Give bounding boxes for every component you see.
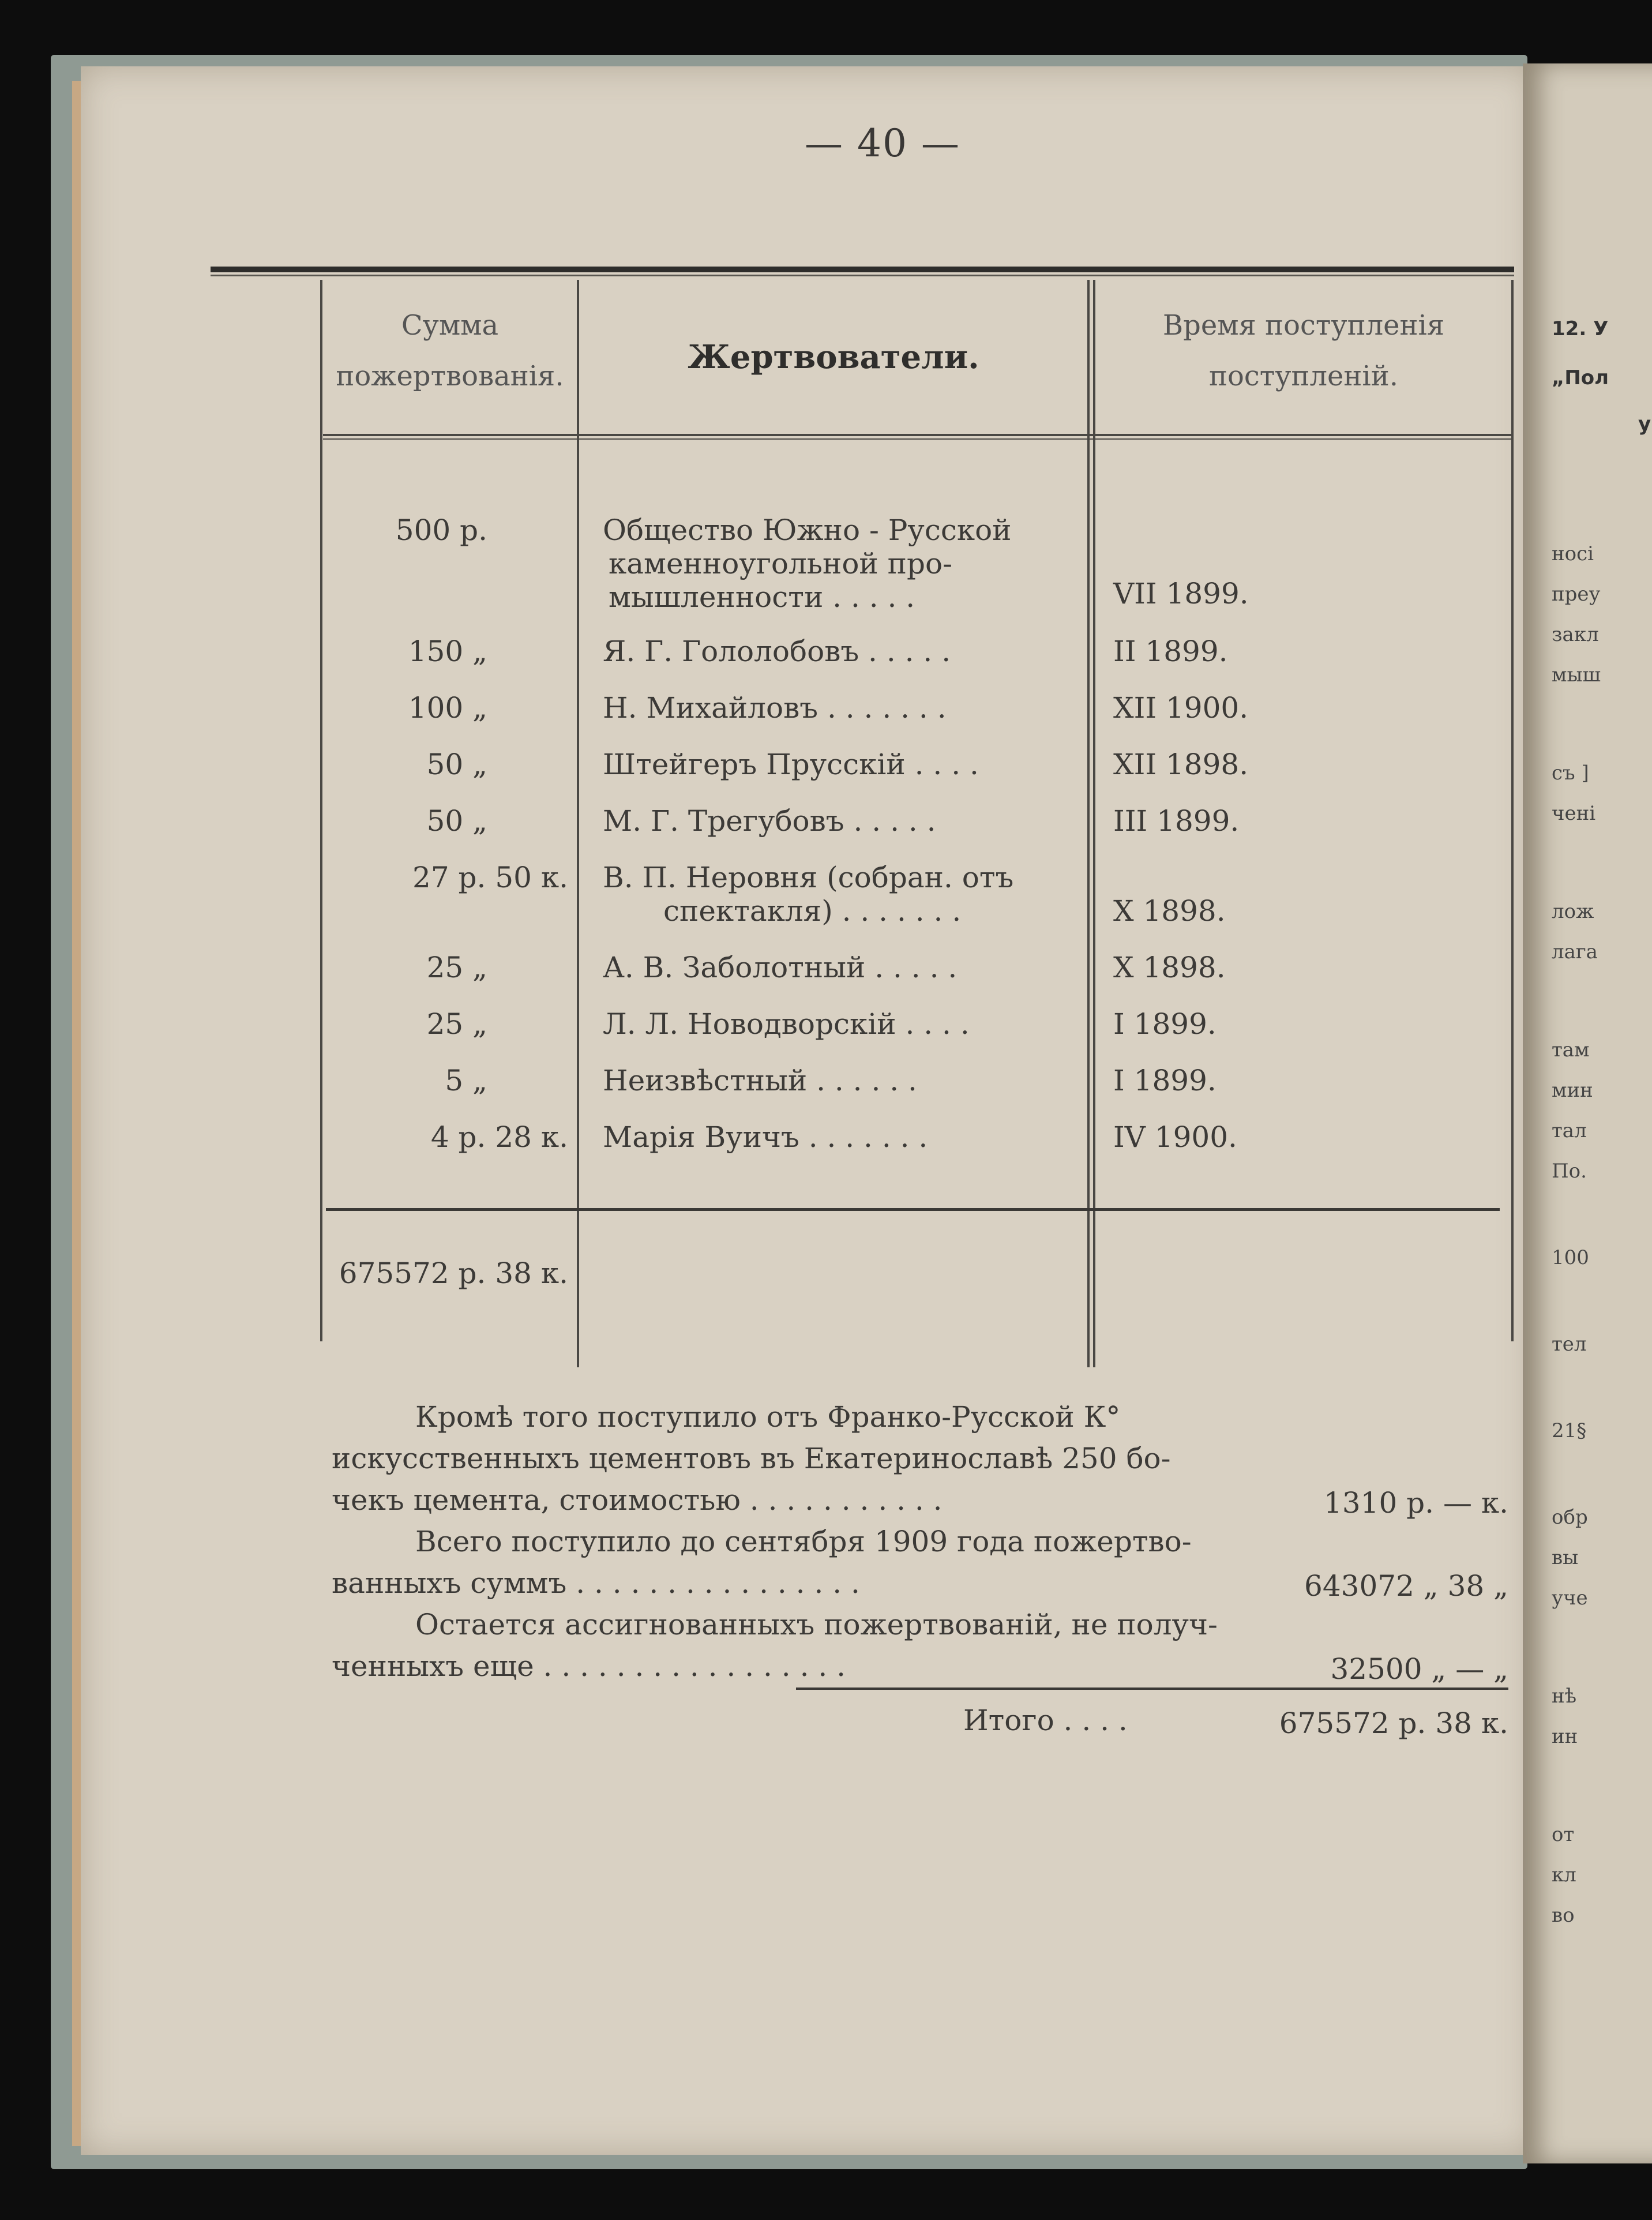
facing-line: кл: [1552, 1863, 1576, 1887]
table-left-border: [320, 280, 322, 1341]
facing-line: съ ]: [1552, 762, 1589, 785]
table-total: 675572 р. 38 к.: [339, 1257, 568, 1290]
donor-line: спектакля) . . . . . . .: [663, 894, 962, 928]
row-amount: 50 „: [426, 804, 487, 838]
row-donor: А. В. Заболотный . . . . .: [603, 951, 958, 984]
header-date-line1: Время поступленія: [1162, 309, 1445, 342]
summary-rule: [796, 1687, 1508, 1690]
facing-line: там: [1552, 1038, 1590, 1062]
facing-page: [1523, 63, 1652, 2163]
facing-line: обр: [1552, 1506, 1588, 1529]
table-top-thin-rule: [211, 275, 1514, 276]
summary-value-cement: 1310 р. — к.: [1324, 1486, 1508, 1520]
book-page: [81, 66, 1534, 2155]
facing-line: мин: [1552, 1079, 1593, 1102]
facing-line: лага: [1552, 940, 1598, 963]
table-right-border: [1511, 280, 1514, 1341]
facing-line: носі: [1552, 542, 1594, 565]
facing-line: тал: [1552, 1119, 1587, 1142]
header-date-line2: поступленій.: [1208, 360, 1399, 392]
row-date: IV 1900.: [1113, 1120, 1237, 1154]
row-donor: [603, 861, 1076, 928]
summary-value-remaining: 32500 „ — „: [1330, 1652, 1508, 1686]
donor-line: Общество Южно - Русской: [603, 513, 1012, 547]
row-amount: 100 „: [408, 691, 487, 725]
row-date: II 1899.: [1113, 635, 1228, 668]
header-amount-line1: Сумма: [401, 309, 499, 342]
row-amount: 27 р. 50 к.: [412, 861, 568, 894]
header-separator-thin: [323, 438, 1511, 440]
row-date: III 1899.: [1113, 804, 1240, 838]
facing-line: от: [1552, 1823, 1575, 1846]
header-amount: [323, 300, 577, 402]
donor-line: каменноугольной про-: [609, 547, 952, 580]
table-top-rule: [211, 267, 1514, 272]
summary-line: Кромѣ того поступило отъ Франко-Русской К°: [415, 1400, 1121, 1434]
total-separator: [326, 1208, 1500, 1211]
row-date: X 1898.: [1113, 951, 1226, 984]
row-donor: [603, 513, 1076, 614]
row-date: I 1899.: [1113, 1064, 1217, 1097]
row-donor: Штейгеръ Прусскій . . . .: [603, 748, 979, 781]
table-col-divider-1: [577, 280, 579, 1367]
table-col-divider-2b: [1093, 280, 1095, 1367]
facing-line: лож: [1552, 900, 1594, 923]
row-amount: 50 „: [426, 748, 487, 781]
row-donor: Л. Л. Новодворскій . . . .: [603, 1007, 970, 1041]
row-amount: 4 р. 28 к.: [430, 1120, 568, 1154]
header-separator: [323, 434, 1511, 436]
row-date: I 1899.: [1113, 1007, 1217, 1041]
row-amount: 150 „: [408, 635, 487, 668]
summary-value-received: 643072 „ 38 „: [1304, 1569, 1508, 1603]
donor-line: В. П. Неровня (собран. отъ: [603, 861, 1014, 894]
facing-line: закл: [1552, 623, 1599, 646]
row-date: VII 1899.: [1113, 577, 1249, 610]
donor-line: мышленности . . . . .: [609, 580, 915, 614]
facing-line: По.: [1552, 1160, 1587, 1183]
itogo-label: Итого . . . .: [963, 1704, 1128, 1737]
itogo-value: 675572 р. 38 к.: [1279, 1707, 1508, 1740]
row-donor: М. Г. Трегубовъ . . . . .: [603, 804, 936, 838]
summary-line: Всего поступило до сентября 1909 года пожертво-: [415, 1525, 1192, 1558]
facing-line: во: [1552, 1904, 1575, 1927]
header-donors: Жертвователи.: [688, 338, 979, 376]
row-donor: Неизвѣстный . . . . . .: [603, 1064, 917, 1097]
row-donor: Н. Михайловъ . . . . . . .: [603, 691, 947, 725]
row-amount: 25 „: [426, 951, 487, 984]
summary-line: чекъ цемента, стоимостью . . . . . . . . . . .: [332, 1483, 943, 1517]
row-date: XII 1898.: [1113, 748, 1249, 781]
header-date: [1096, 300, 1511, 402]
row-donor: Я. Г. Гололобовъ . . . . .: [603, 635, 951, 668]
row-donor: Марія Вуичъ . . . . . . .: [603, 1120, 928, 1154]
summary-line: искусственныхъ цементовъ въ Екатеринославѣ 250 бо-: [332, 1442, 1171, 1475]
facing-line: мыш: [1552, 663, 1601, 687]
header-amount-line2: пожертвованія.: [336, 360, 564, 392]
facing-line: преу: [1552, 583, 1601, 606]
facing-line: у: [1638, 412, 1651, 436]
facing-line: ин: [1552, 1725, 1578, 1748]
summary-line: ванныхъ суммъ . . . . . . . . . . . . . . . .: [332, 1566, 860, 1600]
summary-line: ченныхъ еще . . . . . . . . . . . . . . . . .: [332, 1649, 846, 1683]
row-date: X 1898.: [1113, 894, 1226, 928]
row-amount: 500 р.: [395, 513, 487, 547]
facing-line: ченi: [1552, 802, 1596, 825]
facing-line: тел: [1552, 1333, 1587, 1356]
page-number: — 40 —: [805, 121, 960, 166]
facing-line: „Пол: [1552, 366, 1609, 389]
facing-line: вы: [1552, 1546, 1579, 1569]
summary-line: Остается ассигнованныхъ пожертвованій, не получ-: [415, 1608, 1218, 1641]
row-amount: 5 „: [445, 1064, 487, 1097]
facing-line: 21§: [1552, 1419, 1587, 1442]
facing-line: 12. У: [1552, 317, 1609, 340]
row-date: XII 1900.: [1113, 691, 1249, 725]
facing-line: уче: [1552, 1587, 1588, 1610]
row-amount: 25 „: [426, 1007, 487, 1041]
facing-line: нѣ: [1552, 1685, 1577, 1708]
facing-line: 100: [1552, 1246, 1589, 1269]
table-col-divider-2: [1087, 280, 1090, 1367]
